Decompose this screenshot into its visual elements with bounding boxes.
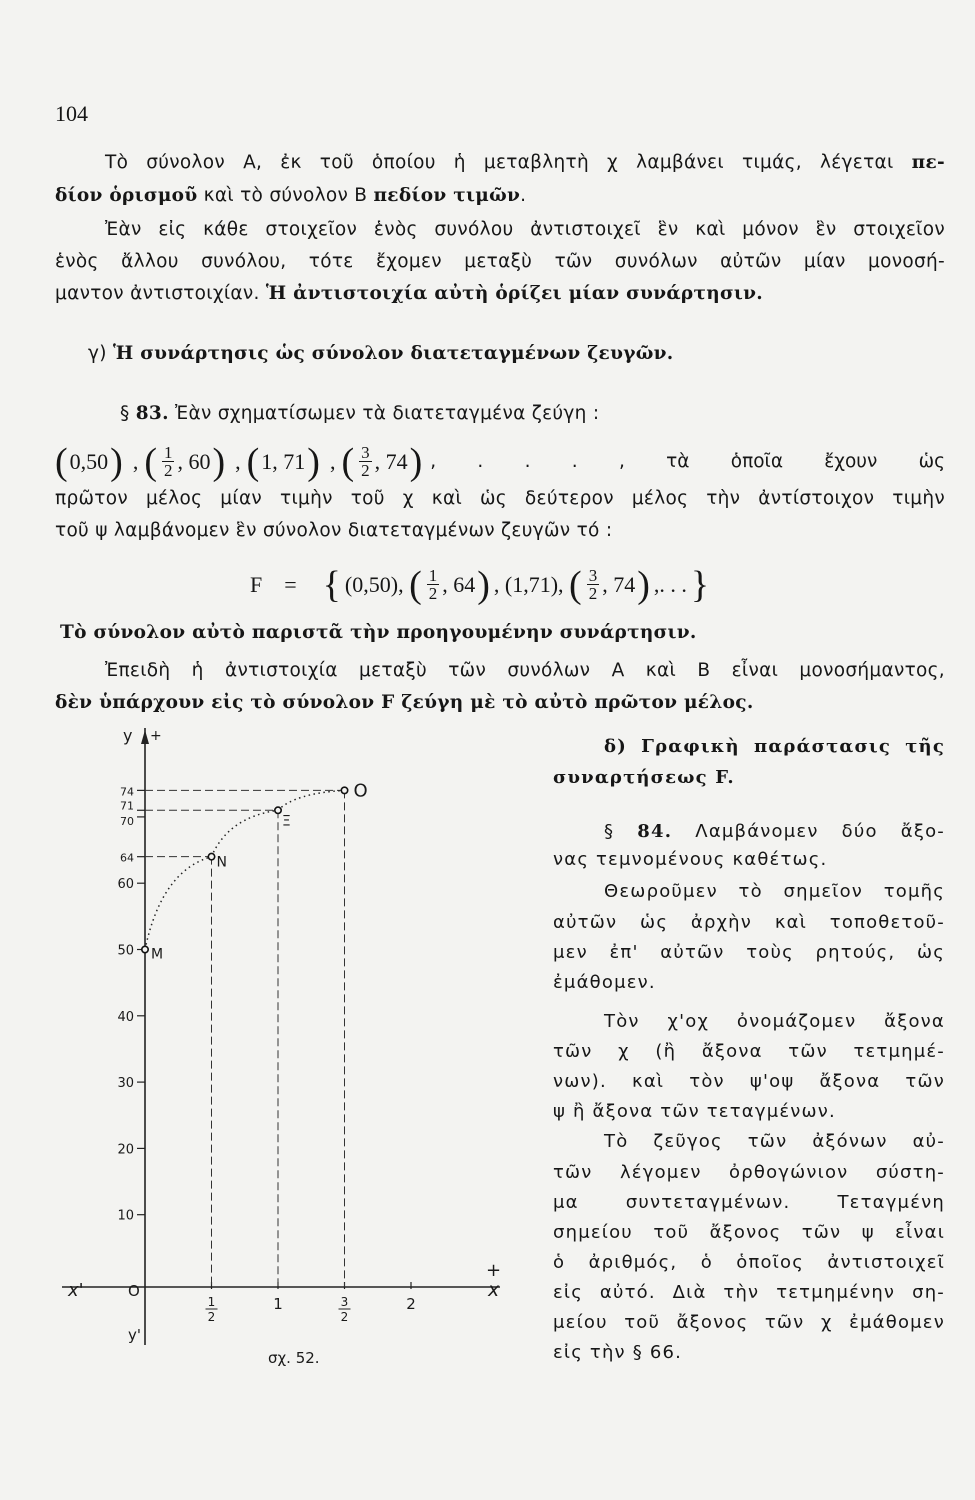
text-line [604,820,945,844]
text-line [553,1100,945,1124]
pair: ( 1 , 71 ) [247,447,320,477]
bold-text: Ἡ ἀντιστοιχία αὐτὴ ὁρίζει μίαν συνάρτησιν. [265,283,764,304]
text-line [553,1251,945,1275]
text-line [604,880,945,904]
text-line [553,1191,945,1215]
text-segment: μα συντεταγμένων. Τεταγμένη [553,1192,945,1213]
y-tick-label: 20 [117,1142,134,1158]
text-line [553,911,945,935]
text-segment: ὁ ἀριθμός, ὁ ὁποῖος ἀντιστοιχεῖ [553,1252,945,1273]
text-line [553,1341,945,1365]
text-segment: ψ ἢ ἄξονα τῶν τεταγμένων. [553,1101,836,1122]
text-segment: Τὸ ζεῦγος τῶν ἀξόνων αὐ- [604,1131,945,1152]
y-axis-plus-sign: + [150,728,162,744]
x-axis-label: x [488,1279,500,1301]
bold-text: 84. [637,821,673,842]
text-segment: τοῦ ψ λαμβάνομεν ἓν σύνολον διατεταγμένων ζευγῶν τό : [55,520,613,541]
text-segment: μεν ἐπ' αὐτῶν τοὺς ρητούς, ὡς [553,942,945,963]
ordered-pairs-line: ( 0 , 50 ) , ( $\frac{1}{2}$ , 60 ) , ( 1 , 71 ) , ( $\frac{3}{2}$ , 74 ) , . . . , τὰ ὁποῖα ἔχουν ὡς [55,444,945,479]
y-tick-label: 50 [117,943,134,959]
text-segment: Ἐὰν σχηματίσωμεν τὰ διατεταγμένα ζεύγη : [168,403,600,424]
x-negative-axis-label: x' [68,1280,84,1301]
data-point [142,946,148,952]
text-line [553,941,945,965]
text-line [553,1221,945,1245]
text-segment: Θεωροῦμεν τὸ σημεῖον τομῆς [604,881,945,902]
text-segment: τῶν λέγομεν ὀρθογώνιον σύστη- [553,1162,945,1183]
x-tick-denominator: 2 [340,1310,349,1324]
text-line [604,1010,945,1034]
origin-label: O [128,1282,140,1300]
point-label: O [353,780,368,802]
text-segment: Τὸ σύνολον Α, ἐκ τοῦ ὁποίου ἡ μεταβλητὴ χ λαμβάνει τιμάς, λέγεται [105,152,912,173]
y-tick-label: 40 [117,1009,134,1025]
bold-text: Ἡ συνάρτησις ὡς σύνολον διατεταγμένων ζευγῶν. [112,343,674,364]
point-label: N [216,854,227,871]
bold-text: πεδίον τιμῶν [373,185,521,206]
text-line [604,1130,945,1154]
text-segment: εἰς τὴν § 66. [553,1342,683,1363]
bold-text: 83. [135,403,169,424]
text-segment: σημείου τοῦ ἄξονος τῶν ψ εἶναι [553,1222,945,1243]
text-segment: νας τεμνομένους καθέτως. [553,849,828,870]
text-line [553,1281,945,1305]
bold-text: δ) Γραφικὴ παράστασις τῆς [604,736,945,757]
data-point [341,787,347,793]
data-point [275,807,281,813]
y-axis-label: y [123,726,133,745]
point-label: M [151,946,164,963]
y-tick-label: 70 [120,814,134,828]
text-segment: . [520,185,527,206]
x-tick-label: 1 [273,1295,283,1313]
y-negative-axis-label: y' [128,1326,142,1344]
section-heading-d [604,735,945,759]
text-segment: καὶ τὸ σύνολον Β [197,185,374,206]
y-tick-label: 71 [120,799,134,813]
text-segment: Ἐὰν εἰς κάθε στοιχεῖον ἑνὸς συνόλου ἀντιστοιχεῖ ἓν καὶ μόνον ἓν στοιχεῖον [105,219,945,240]
text-segment: μαντον ἀντιστοιχίαν. [55,283,266,304]
bold-text: συναρτήσεως F. [553,767,735,788]
bold-text: δίον ὁρισμοῦ [55,185,198,206]
text-segment: Ἐπειδὴ ἡ ἀντιστοιχία μεταξὺ τῶν συνόλων Α καὶ Β εἶναι μονοσήμαντος, [105,660,945,681]
x-tick-denominator: 2 [207,1310,216,1324]
pair: ( 0 , 50 ) [55,447,123,477]
data-point [208,853,214,859]
text-segment: Τὸν χ'οχ ὀνομάζομεν ἄξονα [604,1011,945,1032]
text-line [553,1311,945,1335]
section-heading-d [553,766,945,790]
text-line [553,1070,945,1094]
text-segment: ἐμάθομεν. [553,972,656,993]
text-segment: αὐτῶν ὡς ἀρχὴν καὶ τοποθετοῦ- [553,912,945,933]
page-number: 104 [55,101,88,126]
y-tick-label: 10 [117,1208,134,1224]
y-tick-label: 64 [120,851,134,865]
text-segment: ἑνὸς ἄλλου συνόλου, τότε ἔχομεν μεταξὺ τῶν συνόλων αὐτῶν μίαν μονοσή- [55,251,945,272]
dotted-curve [145,790,345,949]
bold-text: πε- [911,152,945,173]
text-segment: μείου τοῦ ἄξονος τῶν χ ἐμάθομεν [553,1312,945,1333]
set-F-definition: F = { (0,50), ( $\frac{1}{2}$ , 64 ) , (1,71), ( $\frac{3}{2}$ , 74 ) , . . . } [250,567,713,602]
y-tick-label: 60 [117,877,134,893]
y-tick-label: 74 [120,785,134,799]
pair: ( $\frac{3}{2}$ , 74 ) [341,444,422,479]
text-segment: τῶν χ (ἢ ἄξονα τῶν τετμημέ- [553,1041,945,1062]
x-tick-label: 2 [406,1295,416,1313]
bold-text: δὲν ὑπάρχουν εἰς τὸ σύνολον F ζεύγη μὲ τὸ αὐτὸ πρῶτον μέλος. [55,692,754,713]
x-tick-numerator: 1 [207,1295,216,1309]
text-segment: § [120,403,136,424]
text-line [553,1161,945,1185]
x-tick-numerator: 3 [340,1295,349,1309]
text-line [553,848,945,872]
pair: ( $\frac{1}{2}$ , 60 ) [144,444,225,479]
text-line [553,1040,945,1064]
y-axis-arrow-icon [141,730,149,744]
text-segment: εἰς αὐτό. Διὰ τὴν τετμημένην ση- [553,1282,945,1303]
text-segment: γ) [88,343,113,364]
text-line [553,971,945,995]
y-tick-label: 30 [117,1076,134,1092]
text-segment: § [604,821,638,842]
text-segment: Λαμβάνομεν δύο ἄξο- [672,821,946,842]
x-axis-plus-sign: + [486,1260,502,1281]
bold-text: Τὸ σύνολον αὐτὸ παριστᾶ τὴν προηγουμένην συνάρτησιν. [60,622,697,643]
text-segment: πρῶτον μέλος μίαν τιμὴν τοῦ χ καὶ ὡς δεύτερον μέλος τὴν ἀντίστοιχον τιμὴν [55,488,945,509]
figure-caption: σχ. 52. [268,1349,320,1367]
point-label: Ξ [282,813,291,830]
text-segment: νων). καὶ τὸν ψ'οψ ἄξονα τῶν [553,1071,945,1092]
